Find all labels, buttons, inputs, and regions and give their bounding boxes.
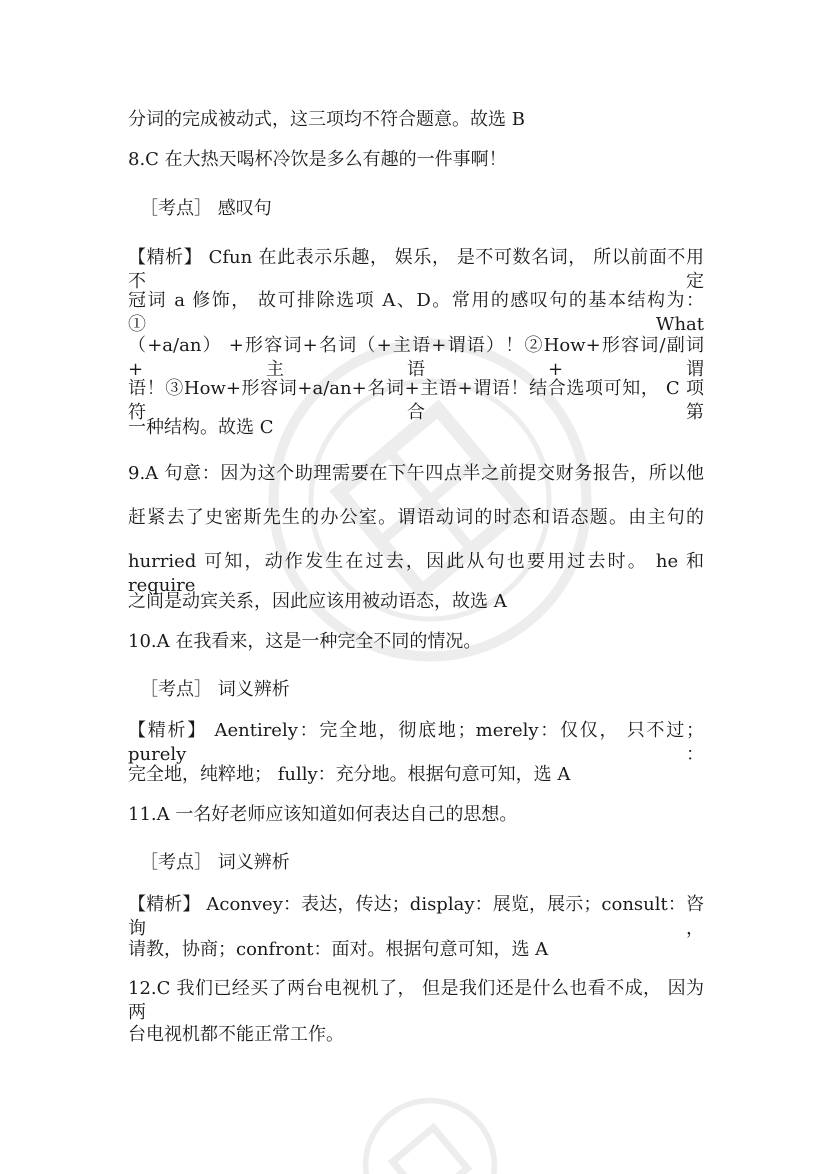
text-line: ［考点］ 感叹句 [140,198,272,219]
text-line: 请教，协商；confront：面对。根据句意可知，选 A [128,939,549,960]
text-line: 之间是动宾关系，因此应该用被动语态，故选 A [128,591,507,612]
text-line: 一种结构。故选 C [128,417,274,438]
text-line: 10.A 在我看来，这是一种完全不同的情况。 [128,631,482,652]
text-line: 分词的完成被动式，这三项均不符合题意。故选 B [128,109,525,130]
text-line: 【精析】 Aconvey：表达，传达；display：展览，展示；consult：咨询， [128,894,704,939]
text-line: 语！③How+形容词+a/an+名词+主语+谓语！结合选项可知， C 项符合第 [128,378,704,423]
text-line: （+a/an） +形容词+名词（+主语+谓语）！②How+形容词/副词+主语+谓 [128,335,704,380]
text-line: 【精析】 Aentirely：完全地，彻底地；merely：仅仅， 只不过；purely： [128,720,704,765]
text-line: 冠词 a 修饰， 故可排除选项 A、D。常用的感叹句的基本结构为：①What [128,290,704,335]
text-line: 【精析】 Cfun 在此表示乐趣， 娱乐， 是不可数名词， 所以前面不用不定 [128,247,704,292]
text-line: 11.A 一名好老师应该知道如何表达自己的思想。 [128,804,518,825]
text-line: 9.A 句意：因为这个助理需要在下午四点半之前提交财务报告，所以他 [128,463,704,484]
text-line: 8.C 在大热天喝杯冷饮是多么有趣的一件事啊！ [128,149,507,170]
watermark-seal-icon [331,1066,528,1174]
text-line: 台电视机都不能正常工作。 [128,1024,344,1045]
text-line: hurried 可知，动作发生在过去，因此从句也要用过去时。 he 和 require [128,551,704,596]
text-line: 完全地，纯粹地； fully：充分地。根据句意可知，选 A [128,764,571,785]
text-line: ［考点］ 词义辨析 [140,852,290,873]
text-line: 12.C 我们已经买了两台电视机了， 但是我们还是什么也看不成， 因为两 [128,978,704,1023]
text-line: 赶紧去了史密斯先生的办公室。谓语动词的时态和语态题。由主句的 [128,507,704,528]
text-line: ［考点］ 词义辨析 [140,679,290,700]
